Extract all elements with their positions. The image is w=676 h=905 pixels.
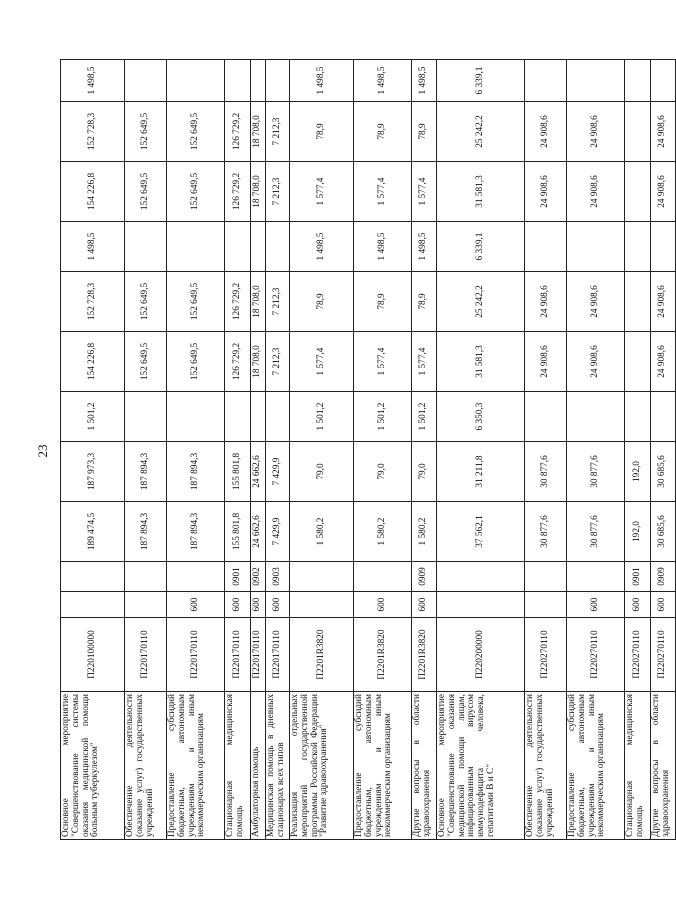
value-6-cell [625,222,651,272]
value-9-cell [625,60,651,102]
value-3-cell: 1 501,2 [354,392,412,442]
value-5-cell: 24 908,6 [525,272,567,332]
value-9-cell [651,60,676,102]
expense-type-code-cell: 600 [412,592,437,618]
target-article-code-cell: П220170110 [251,618,266,692]
section-code-cell: 0901 [225,562,251,592]
row-name-cell: Другие вопросы в области здравоохранения [412,692,437,840]
value-6-cell: 1 498,5 [412,222,437,272]
value-8-cell: 152 649,5 [167,102,225,162]
section-code-cell [61,562,125,592]
value-5-cell: 7 212,3 [266,272,290,332]
value-2-cell: 187 894,3 [125,442,167,502]
value-6-cell: 1 498,5 [290,222,354,272]
table-row [437,60,525,840]
value-4-cell: 24 908,6 [651,332,676,392]
row-name-cell: Предоставление субсидий бюджетным, автономным учреждениям и иным некоммерческим организациям [167,692,225,840]
expense-type-code-cell: 600 [567,592,625,618]
value-4-cell: 1 577,4 [354,332,412,392]
value-6-cell [651,222,676,272]
expense-type-code-cell [437,592,525,618]
value-5-cell: 152 649,5 [167,272,225,332]
row-name-cell: Амбулаторная помощь [251,692,266,840]
value-4-cell: 1 577,4 [412,332,437,392]
row-name-cell: Медицинская помощь в дневных стационарах всех типов [266,692,290,840]
value-8-cell: 78,9 [290,102,354,162]
value-4-cell: 126 729,2 [225,332,251,392]
table-row [125,60,167,840]
value-2-cell: 30 685,6 [651,442,676,502]
expense-type-code-cell [290,592,354,618]
value-8-cell: 24 908,6 [525,102,567,162]
value-4-cell: 24 908,6 [525,332,567,392]
value-4-cell: 152 649,5 [167,332,225,392]
value-2-cell: 79,0 [354,442,412,502]
value-6-cell [251,222,266,272]
target-article-code-cell: П220170110 [125,618,167,692]
value-8-cell: 24 908,6 [567,102,625,162]
value-2-cell: 7 429,9 [266,442,290,502]
value-5-cell: 18 708,0 [251,272,266,332]
table-row [354,60,412,840]
table-row [412,60,437,840]
value-1-cell: 1 580,2 [412,502,437,562]
table-row [251,60,266,840]
value-3-cell: 1 501,2 [290,392,354,442]
target-article-code-cell: П220270110 [567,618,625,692]
table-body [61,60,676,840]
value-6-cell [225,222,251,272]
expense-type-code-cell: 600 [354,592,412,618]
value-1-cell: 189 474,5 [61,502,125,562]
expense-type-code-cell: 600 [651,592,676,618]
value-7-cell: 24 908,6 [567,162,625,222]
value-3-cell [125,392,167,442]
value-7-cell [625,162,651,222]
target-article-code-cell: П220270110 [625,618,651,692]
value-6-cell [125,222,167,272]
section-code-cell: 0902 [251,562,266,592]
target-article-code-cell: П220170110 [266,618,290,692]
target-article-code-cell: П2201R3820 [412,618,437,692]
value-3-cell [567,392,625,442]
expense-type-code-cell [61,592,125,618]
row-name-cell: Основное мероприятие "Совершенствование оказания медицинской помощи лицам, инфицированным вирусом иммунодефицита человека, гепатитами B и C" [437,692,525,840]
table-row [290,60,354,840]
value-3-cell [651,392,676,442]
value-5-cell: 78,9 [354,272,412,332]
expense-type-code-cell [125,592,167,618]
row-name-cell: Основное мероприятие "Совершенствование системы оказания медицинской помощи больным туберкулезом" [61,692,125,840]
value-4-cell: 31 581,3 [437,332,525,392]
section-code-cell: 0903 [266,562,290,592]
value-1-cell: 37 562,1 [437,502,525,562]
value-2-cell: 79,0 [412,442,437,502]
row-name-cell: Обеспечение деятельности (оказание услуг) государственных учреждений [525,692,567,840]
row-name-cell: Реализация отдельных мероприятий государственной программы Российской Федерации "Развитие здравоохранения" [290,692,354,840]
value-7-cell: 18 708,0 [251,162,266,222]
section-code-cell [525,562,567,592]
row-name-cell: Стационарная медицинская помощь [625,692,651,840]
value-8-cell: 126 729,2 [225,102,251,162]
value-6-cell: 1 498,5 [354,222,412,272]
value-4-cell: 154 226,8 [61,332,125,392]
target-article-code-cell: П220170110 [167,618,225,692]
value-4-cell: 1 577,4 [290,332,354,392]
value-7-cell: 1 577,4 [290,162,354,222]
table-row [567,60,625,840]
value-9-cell [567,60,625,102]
table-row [266,60,290,840]
target-article-code-cell: П220270110 [525,618,567,692]
expense-type-code-cell: 600 [225,592,251,618]
value-3-cell: 1 501,2 [61,392,125,442]
row-name-cell: Другие вопросы в области здравоохранения [651,692,676,840]
value-1-cell: 1 580,2 [290,502,354,562]
budget-table-rotated [60,60,671,840]
value-8-cell: 7 212,3 [266,102,290,162]
value-3-cell [167,392,225,442]
value-9-cell [525,60,567,102]
section-code-cell [567,562,625,592]
expense-type-code-cell: 600 [167,592,225,618]
value-2-cell: 187 894,3 [167,442,225,502]
value-9-cell: 1 498,5 [290,60,354,102]
value-3-cell [525,392,567,442]
value-6-cell [567,222,625,272]
value-7-cell: 1 577,4 [354,162,412,222]
value-7-cell: 152 649,5 [167,162,225,222]
value-7-cell: 31 581,3 [437,162,525,222]
section-code-cell: 0909 [651,562,676,592]
value-8-cell: 18 708,0 [251,102,266,162]
expense-type-code-cell: 600 [266,592,290,618]
value-5-cell: 25 242,2 [437,272,525,332]
value-1-cell: 7 429,9 [266,502,290,562]
section-code-cell [437,562,525,592]
expense-type-code-cell: 600 [625,592,651,618]
target-article-code-cell: П220100000 [61,618,125,692]
row-name-cell: Предоставление субсидий бюджетным, автономным учреждениям и иным некоммерческим организациям [354,692,412,840]
value-5-cell: 24 908,6 [651,272,676,332]
value-5-cell: 152 728,3 [61,272,125,332]
page-number: 23 [35,444,50,458]
section-code-cell [125,562,167,592]
budget-table [60,59,676,840]
value-6-cell [266,222,290,272]
value-4-cell: 18 708,0 [251,332,266,392]
value-1-cell: 155 801,8 [225,502,251,562]
table-row [61,60,125,840]
value-2-cell: 24 662,6 [251,442,266,502]
value-1-cell: 192,0 [625,502,651,562]
value-8-cell [625,102,651,162]
value-7-cell: 1 577,4 [412,162,437,222]
value-2-cell: 30 877,6 [525,442,567,502]
value-2-cell: 187 973,3 [61,442,125,502]
value-9-cell [251,60,266,102]
value-2-cell: 30 877,6 [567,442,625,502]
row-name-cell: Стационарная медицинская помощь [225,692,251,840]
value-3-cell [225,392,251,442]
value-7-cell: 24 908,6 [651,162,676,222]
value-2-cell: 155 801,8 [225,442,251,502]
target-article-code-cell: П2201R3820 [354,618,412,692]
value-5-cell [625,272,651,332]
value-1-cell: 1 580,2 [354,502,412,562]
value-9-cell: 1 498,5 [61,60,125,102]
value-1-cell: 30 685,6 [651,502,676,562]
value-1-cell: 30 877,6 [567,502,625,562]
value-7-cell: 126 729,2 [225,162,251,222]
value-3-cell [266,392,290,442]
value-1-cell: 187 894,3 [125,502,167,562]
value-5-cell: 152 649,5 [125,272,167,332]
section-code-cell: 0909 [412,562,437,592]
target-article-code-cell: П2201R3820 [290,618,354,692]
expense-type-code-cell: 600 [251,592,266,618]
table-row [525,60,567,840]
expense-type-code-cell [525,592,567,618]
value-8-cell: 24 908,6 [651,102,676,162]
value-8-cell: 152 728,3 [61,102,125,162]
value-7-cell: 152 649,5 [125,162,167,222]
section-code-cell [167,562,225,592]
value-9-cell: 1 498,5 [412,60,437,102]
value-2-cell: 79,0 [290,442,354,502]
value-9-cell [167,60,225,102]
value-5-cell: 126 729,2 [225,272,251,332]
target-article-code-cell: П220200000 [437,618,525,692]
value-7-cell: 7 212,3 [266,162,290,222]
value-7-cell: 154 226,8 [61,162,125,222]
value-2-cell: 31 211,8 [437,442,525,502]
target-article-code-cell: П220170110 [225,618,251,692]
section-code-cell [354,562,412,592]
value-8-cell: 78,9 [354,102,412,162]
value-4-cell: 152 649,5 [125,332,167,392]
table-row [225,60,251,840]
value-1-cell: 24 662,6 [251,502,266,562]
value-5-cell: 78,9 [290,272,354,332]
value-3-cell [251,392,266,442]
row-name-cell: Предоставление субсидий бюджетным, автономным учреждениям и иным некоммерческим организациям [567,692,625,840]
value-8-cell: 78,9 [412,102,437,162]
value-8-cell: 25 242,2 [437,102,525,162]
value-6-cell [525,222,567,272]
table-row [651,60,676,840]
value-9-cell: 6 339,1 [437,60,525,102]
value-3-cell: 6 350,3 [437,392,525,442]
value-8-cell: 152 649,5 [125,102,167,162]
section-code-cell [290,562,354,592]
table-row [167,60,225,840]
value-9-cell [266,60,290,102]
value-6-cell: 6 339,1 [437,222,525,272]
value-4-cell: 7 212,3 [266,332,290,392]
table-row [625,60,651,840]
value-9-cell: 1 498,5 [354,60,412,102]
value-1-cell: 187 894,3 [167,502,225,562]
value-6-cell [167,222,225,272]
value-5-cell: 24 908,6 [567,272,625,332]
value-9-cell [125,60,167,102]
value-4-cell [625,332,651,392]
value-9-cell [225,60,251,102]
value-5-cell: 78,9 [412,272,437,332]
value-3-cell: 1 501,2 [412,392,437,442]
target-article-code-cell: П220270110 [651,618,676,692]
value-2-cell: 192,0 [625,442,651,502]
row-name-cell: Обеспечение деятельности (оказание услуг) государственных учреждений [125,692,167,840]
value-1-cell: 30 877,6 [525,502,567,562]
value-4-cell: 24 908,6 [567,332,625,392]
value-3-cell [625,392,651,442]
value-6-cell: 1 498,5 [61,222,125,272]
section-code-cell: 0901 [625,562,651,592]
value-7-cell: 24 908,6 [525,162,567,222]
